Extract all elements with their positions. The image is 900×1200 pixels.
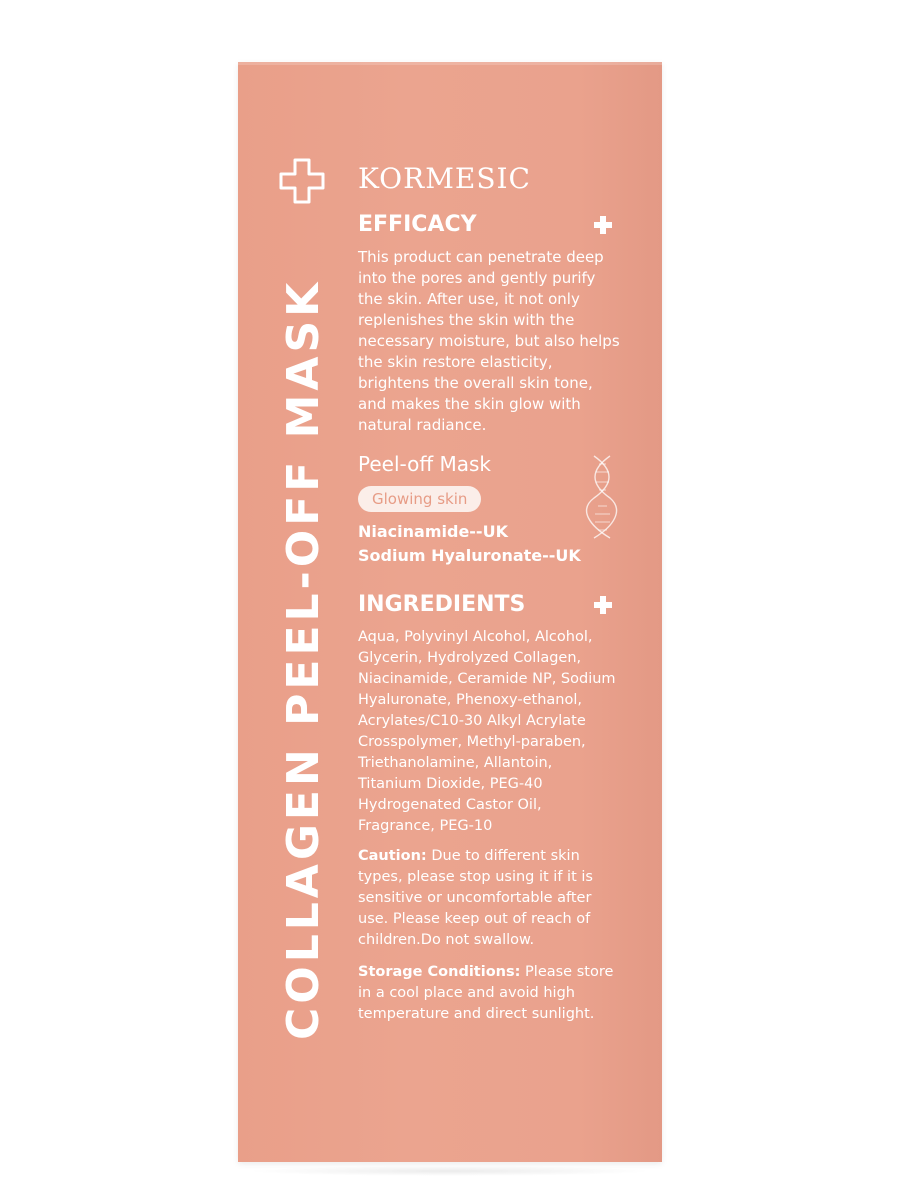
plus-icon [594, 596, 612, 614]
ingredients-text: Aqua, Polyvinyl Alcohol, Alcohol, Glycerin, Hydrolyzed Collagen, Niacinamide, Ceramide NP, Sodium Hyaluronate, Phenoxy-ethanol, Acrylates/C10-30 Alkyl Acrylate Crosspolymer, Methyl-paraben, Triethanolamine, Allantoin, Titanium Dioxide, PEG-40 Hydrogenated Castor Oil, Fragrance, PEG-10 [358, 629, 616, 834]
ingredients-heading: INGREDIENTS [358, 592, 526, 617]
dna-helix-icon [584, 454, 620, 540]
caution-label: Caution: [358, 848, 427, 864]
storage-label: Storage Conditions: [358, 964, 521, 980]
feature-niacinamide: Niacinamide--UK [358, 522, 508, 541]
box-shadow [246, 1166, 654, 1176]
caution-body: Due to different skin types, please stop using it if it is sensitive or uncomfortable after use. Please keep out of reach of children.Do not swallow. [358, 848, 593, 948]
caution-text [358, 846, 620, 951]
vertical-product-title: COLLAGEN PEEL-OFF MASK [278, 278, 329, 1040]
plus-icon [594, 216, 612, 234]
storage-text [358, 962, 620, 1025]
glowing-skin-badge: Glowing skin [358, 486, 481, 512]
plus-outline-icon [277, 156, 327, 206]
product-type: Peel-off Mask [358, 452, 491, 476]
brand-logo: KORMESIC [358, 162, 531, 195]
storage-body: Please store in a cool place and avoid high temperature and direct sunlight. [358, 964, 614, 1022]
efficacy-text: This product can penetrate deep into the pores and gently purify the skin. After use, it not only replenishes the skin with the necessary moisture, but also helps the skin restore elasticity, brightens the overall skin tone, and makes the skin glow with natural radiance. [358, 248, 620, 434]
efficacy-heading: EFFICACY [358, 212, 477, 237]
feature-sodium-hyaluronate: Sodium Hyaluronate--UK [358, 546, 581, 565]
box-top-edge [238, 62, 662, 65]
